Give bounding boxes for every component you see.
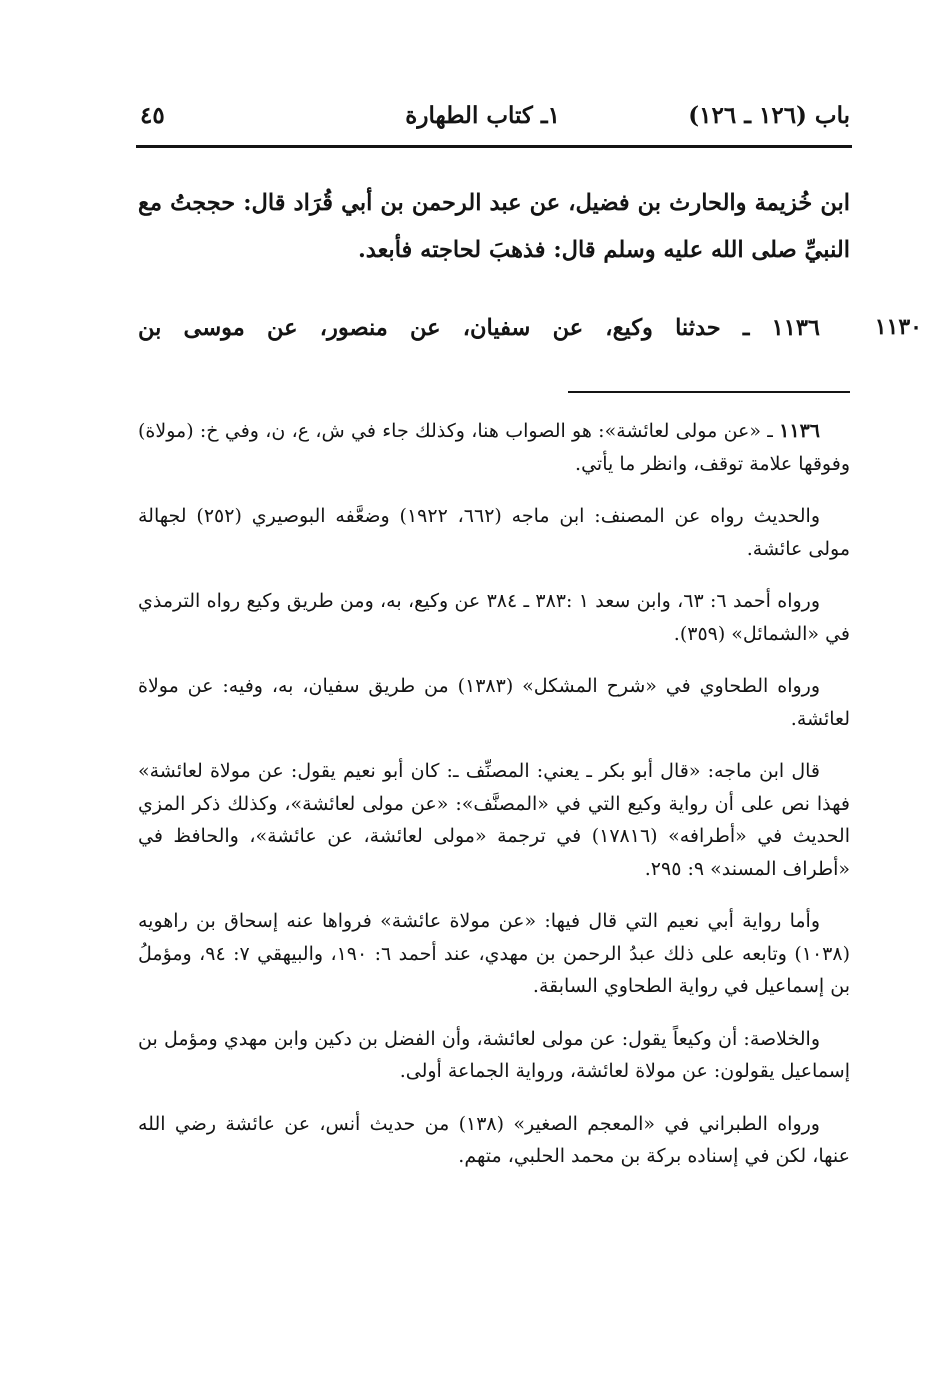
margin-number: ١١٣٠ <box>874 314 922 340</box>
footnote-number: ١١٣٦ <box>779 420 820 442</box>
footnote-divider <box>568 391 850 393</box>
hadith-number: ١١٣٦ <box>771 315 821 341</box>
footnote-paragraph <box>138 670 850 735</box>
running-header <box>138 100 850 140</box>
hadith-entry <box>138 305 850 352</box>
footnote-paragraph <box>138 905 850 1003</box>
page-number: ٤٥ <box>140 102 165 129</box>
chapter-title: باب (١٢٦ ـ ١٢٦) <box>688 102 850 129</box>
footnote-text: والحديث رواه عن المصنف: ابن ماجه (٦٦٢، ١٩٢٢) وضعَّفه البوصيري (٢٥٢) لجهالة مولى عائشة. <box>138 505 850 560</box>
header-divider <box>136 145 852 148</box>
footnote-text: ورواه أحمد ٦: ٦٣، وابن سعد ١ :٣٨٣ ـ ٣٨٤ عن وكيع، به، ومن طريق وكيع رواه الترمذي في «الشمائل» (٣٥٩). <box>138 590 850 645</box>
footnote-paragraph <box>138 500 850 565</box>
footnote-paragraph <box>138 415 850 480</box>
footnote-text: وأما رواية أبي نعيم التي قال فيها: «عن مولاة عائشة» فرواها عنه إسحاق بن راهويه (١٠٣٨) وتابعه على ذلك عبدُ الرحمن بن مهدي، عند أحمد ٦: ١٩٠، والبيهقي ٧: ٩٤، ومؤملُ بن إسماعيل في رواية الطحاوي السابقة. <box>138 910 851 997</box>
footnote-text: قال ابن ماجه: «قال أبو بكر ـ يعني: المصنِّف ـ: كان أبو نعيم يقول: عن مولاة لعائشة» فهذا نص على أن رواية وكيع التي في «المصنَّف»: «عن مولى لعائشة»، وكذلك ذكر المزي الحديث في «أطرافه» (١٧٨١٦) في ترجمة «مولى لعائشة، عن عائشة»، والحافظ في «أطراف المسند» ٩: ٢٩٥. <box>138 760 850 880</box>
hadith-text: ـ حدثنا وكيع، عن سفيان، عن منصور، عن موسى بن <box>138 315 750 341</box>
book-title: ١ـ كتاب الطهارة <box>405 102 560 129</box>
footnotes <box>138 415 850 1193</box>
footnote-text: ورواه الطحاوي في «شرح المشكل» (١٣٨٣) من طريق سفيان، به، وفيه: عن مولاة لعائشة. <box>138 675 850 730</box>
footnote-text: والخلاصة: أن وكيعاً يقول: عن مولى لعائشة، وأن الفضل بن دكين وابن مهدي ومؤمل بن إسماعيل يقولون: عن مولاة لعائشة، ورواية الجماعة أولى. <box>138 1027 850 1082</box>
footnote-paragraph <box>138 1108 850 1173</box>
footnote-paragraph <box>138 585 850 650</box>
footnote-text: ـ «عن مولى لعائشة»: هو الصواب هنا، وكذلك جاء في ش، ع، ن، وفي خ: (مولاة) وفوقها علامة توقف، وانظر ما يأتي. <box>138 420 850 475</box>
footnote-paragraph <box>138 755 850 885</box>
main-paragraph: ابن خُزيمة والحارث بن فضيل، عن عبد الرحمن بن أبي قُرَاد قال: حججتُ مع النبيِّ صلى الله عليه وسلم قال: فذهبَ لحاجته فأبعد. <box>138 190 850 263</box>
main-text <box>138 180 850 274</box>
footnote-paragraph <box>138 1023 850 1088</box>
footnote-text: ورواه الطبراني في «المعجم الصغير» (١٣٨) من حديث أنس، عن عائشة رضي الله عنها، لكن في إسناده بركة بن محمد الحلبي، متهم. <box>138 1112 850 1167</box>
